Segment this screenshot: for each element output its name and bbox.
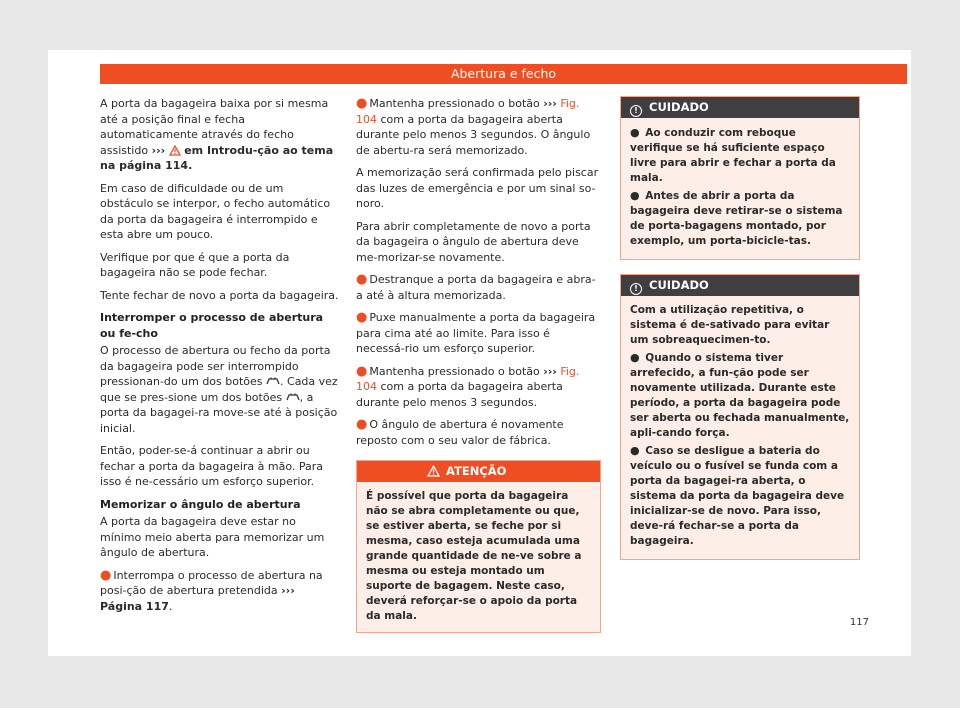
figure-reference-link[interactable]: Fig. 104 [356, 364, 580, 393]
paragraph: Verifique por que é que a porta da bagageira não se pode fechar. [100, 250, 290, 279]
info-circle-icon: ! [630, 105, 642, 117]
paragraph: Tente fechar de novo a porta da bagageira. [100, 288, 339, 302]
column-2 [356, 96, 601, 645]
warning-triangle-icon [427, 465, 440, 477]
paragraph: A memorização será confirmada pelo piscar das luzes de emergência e por um sinal so-noro. [356, 166, 599, 210]
warning-box [356, 460, 601, 633]
paragraph: A porta da bagageira deve estar no mínimo meio aberta para memorizar um ângulo de abertura. [100, 515, 325, 559]
figure-reference-link[interactable]: Fig. 104 [356, 97, 580, 126]
bullet-icon: ● [356, 363, 368, 379]
bullet-icon: ● [356, 96, 368, 111]
bullet-item: ● Caso se desligue a bateria do veículo ou o fusível se funda com a porta da bagagei-ra aberta, o sistema da porta da bagageira deve inicializar-se de novo. Para isso, deve-rá fechar-se a porta da bagageira. [630, 444, 845, 547]
warning-text: É possível que porta da bagageira não se abra completamente ou que, se estiver aberta, se feche por si mesma, caso esteja acumulada uma grande quantidade de ne-ve sobre a mesma ou esteja montado um suporte de bagagem. Neste caso, deverá reforçar-se o apoio da porta da mala. [366, 490, 582, 622]
bullet-icon: ● [356, 417, 368, 432]
warning-triangle-icon [169, 145, 181, 156]
bullet-item: ● Puxe manualmente a porta da bagageira para cima até ao limite. Para isso é necessá-rio um esforço superior. [356, 310, 596, 355]
paragraph: Para abrir completamente de novo a porta da bagageira o ângulo de abertura deve me-morizar-se novamente. [356, 219, 591, 264]
bullet-item: ● Interrompa o processo de abertura na posi-ção de abertura pretendida ››› Página 117. [100, 567, 323, 613]
bullet-item: ● Ao conduzir com reboque verifique se há suficiente espaço livre para abrir e fechar a porta da mala. [630, 126, 836, 184]
section-title: Abertura e fecho [100, 64, 907, 84]
paragraph: O processo de abertura ou fecho da porta da bagageira pode ser interrompido pressionan-do um dos botões . Cada vez que se pres-sione um dos botões , a porta da bagagei-ra move-se até à posição inicial. [100, 344, 338, 435]
caution-title: CUIDADO [649, 100, 709, 114]
caution-box-header [621, 275, 859, 296]
caution-box [620, 274, 860, 560]
bullet-icon: ● [356, 310, 368, 325]
caution-box-header [621, 97, 859, 118]
warning-box-header [357, 461, 600, 482]
bullet-item: ● Mantenha pressionado o botão ››› Fig. 104 com a porta da bagageira aberta durante pelo menos 3 segundos. O ângulo de abertu-ra será memorizado. [356, 96, 591, 157]
paragraph: Com a utilização repetitiva, o sistema é de-sativado para evitar um sobreaquecimen-to. [630, 304, 830, 346]
column-1 [100, 96, 340, 621]
cross-reference-link[interactable]: em Introdu-ção ao tema na página 114 [100, 143, 334, 172]
page-number: 117 [849, 617, 869, 628]
tailgate-key-icon [266, 377, 280, 386]
caution-title: CUIDADO [649, 278, 709, 292]
manual-page [48, 50, 911, 656]
bullet-icon: ● [630, 126, 640, 139]
bullet-icon: ● [356, 272, 368, 287]
bullet-item: ● O ângulo de abertura é novamente reposto com o seu valor de fábrica. [356, 417, 564, 447]
caution-body [621, 296, 859, 559]
caution-body [621, 118, 859, 259]
bullet-item: ● Destranque a porta da bagageira e abra-a até à altura memorizada. [356, 272, 596, 302]
bullet-icon: ● [630, 351, 640, 364]
bullet-item: ● Mantenha pressionado o botão ››› Fig. 104 com a porta da bagageira aberta durante pelo menos 3 segundos. [356, 363, 580, 409]
paragraph: A porta da bagageira baixa por si mesma até a posição final e fecha automaticamente através do fecho assistido ››› em Introdu-ção ao tema na página 114. [100, 97, 334, 172]
bullet-item: ● Quando o sistema tiver arrefecido, a fun-ção pode ser novamente utilizada. Durante este período, a porta da bagageira pode ser aberta ou fechada manualmente, apli-cando força. [630, 351, 850, 439]
paragraph: Em caso de dificuldade ou de um obstáculo se interpor, o fecho automático da porta da bagageira é interrompido e esta abre um pouco. [100, 181, 331, 241]
info-circle-icon: ! [630, 283, 642, 295]
subheading: Interromper o processo de abertura ou fe-cho [100, 311, 324, 340]
bullet-icon: ● [100, 567, 112, 583]
caution-box [620, 96, 860, 260]
bullet-item: ● Antes de abrir a porta da bagageira deve retirar-se o sistema de porta-bagagens montado, por exemplo, um porta-biciclе-tas. [630, 189, 843, 247]
tailgate-key-icon [286, 393, 300, 402]
subheading: Memorizar o ângulo de abertura [100, 497, 301, 511]
bullet-icon: ● [630, 189, 640, 202]
column-3 [620, 96, 860, 572]
paragraph: Então, poder-se-á continuar a abrir ou fechar a porta da bagageira à mão. Para isso é ne-cessário um esforço superior. [100, 444, 324, 488]
cross-reference-link[interactable]: Página 117 [100, 599, 169, 613]
warning-title: ATENÇÃO [446, 464, 507, 478]
bullet-icon: ● [630, 444, 640, 457]
